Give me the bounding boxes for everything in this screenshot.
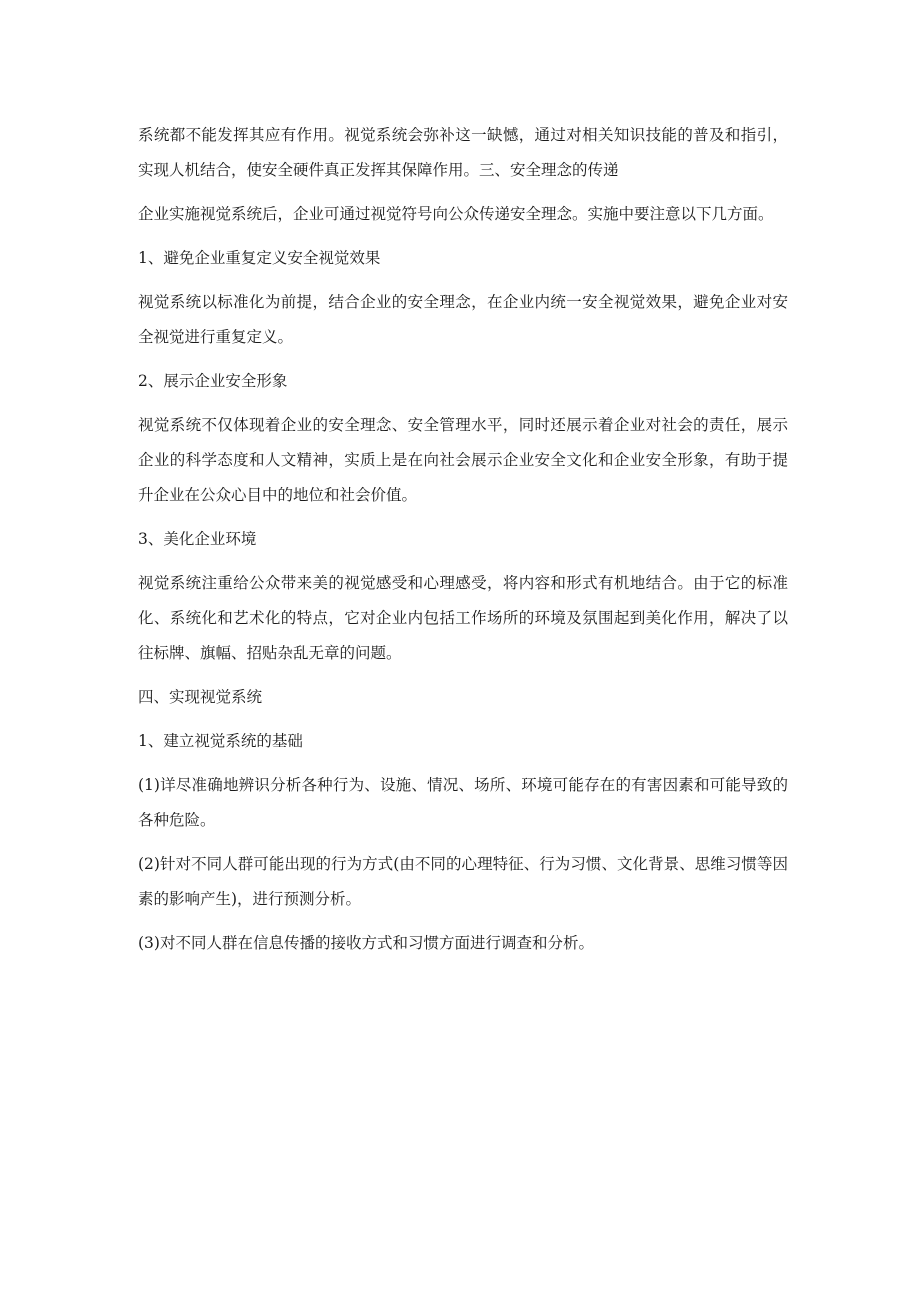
- section-heading-4-1: 1、建立视觉系统的基础: [138, 732, 303, 750]
- section-heading-3: 3、美化企业环境: [138, 530, 257, 548]
- section-heading-1: 1、避免企业重复定义安全视觉效果: [138, 249, 381, 267]
- chapter-heading-4: 四、实现视觉系统: [138, 688, 263, 706]
- paragraph-1: 系统都不能发挥其应有作用。视觉系统会弥补这一缺憾，通过对相关知识技能的普及和指引，实现人机结合，使安全硬件真正发挥其保障作用。三、安全理念的传递: [138, 126, 788, 179]
- section-heading-2: 2、展示企业安全形象: [138, 372, 288, 390]
- paragraph-4: 视觉系统不仅体现着企业的安全理念、安全管理水平，同时还展示着企业对社会的责任，展示企业的科学态度和人文精神，实质上是在向社会展示企业安全文化和企业安全形象，有助于提升企业在公众心目中的地位和社会价值。: [138, 416, 788, 504]
- paragraph-5: 视觉系统注重给公众带来美的视觉感受和心理感受，将内容和形式有机地结合。由于它的标准化、系统化和艺术化的特点，它对企业内包括工作场所的环境及氛围起到美化作用，解决了以往标牌、旗幅、招贴杂乱无章的问题。: [138, 574, 788, 662]
- list-item-1: (1)详尽准确地辨识分析各种行为、设施、情况、场所、环境可能存在的有害因素和可能导致的各种危险。: [138, 776, 788, 829]
- document-body: [138, 118, 788, 970]
- paragraph-2: 企业实施视觉系统后，企业可通过视觉符号向公众传递安全理念。实施中要注意以下几方面。: [138, 205, 774, 223]
- list-item-3: (3)对不同人群在信息传播的接收方式和习惯方面进行调查和分析。: [138, 934, 594, 952]
- list-item-2: (2)针对不同人群可能出现的行为方式(由不同的心理特征、行为习惯、文化背景、思维习惯等因素的影响产生)，进行预测分析。: [138, 855, 788, 908]
- paragraph-3: 视觉系统以标准化为前提，结合企业的安全理念，在企业内统一安全视觉效果，避免企业对安全视觉进行重复定义。: [138, 293, 788, 346]
